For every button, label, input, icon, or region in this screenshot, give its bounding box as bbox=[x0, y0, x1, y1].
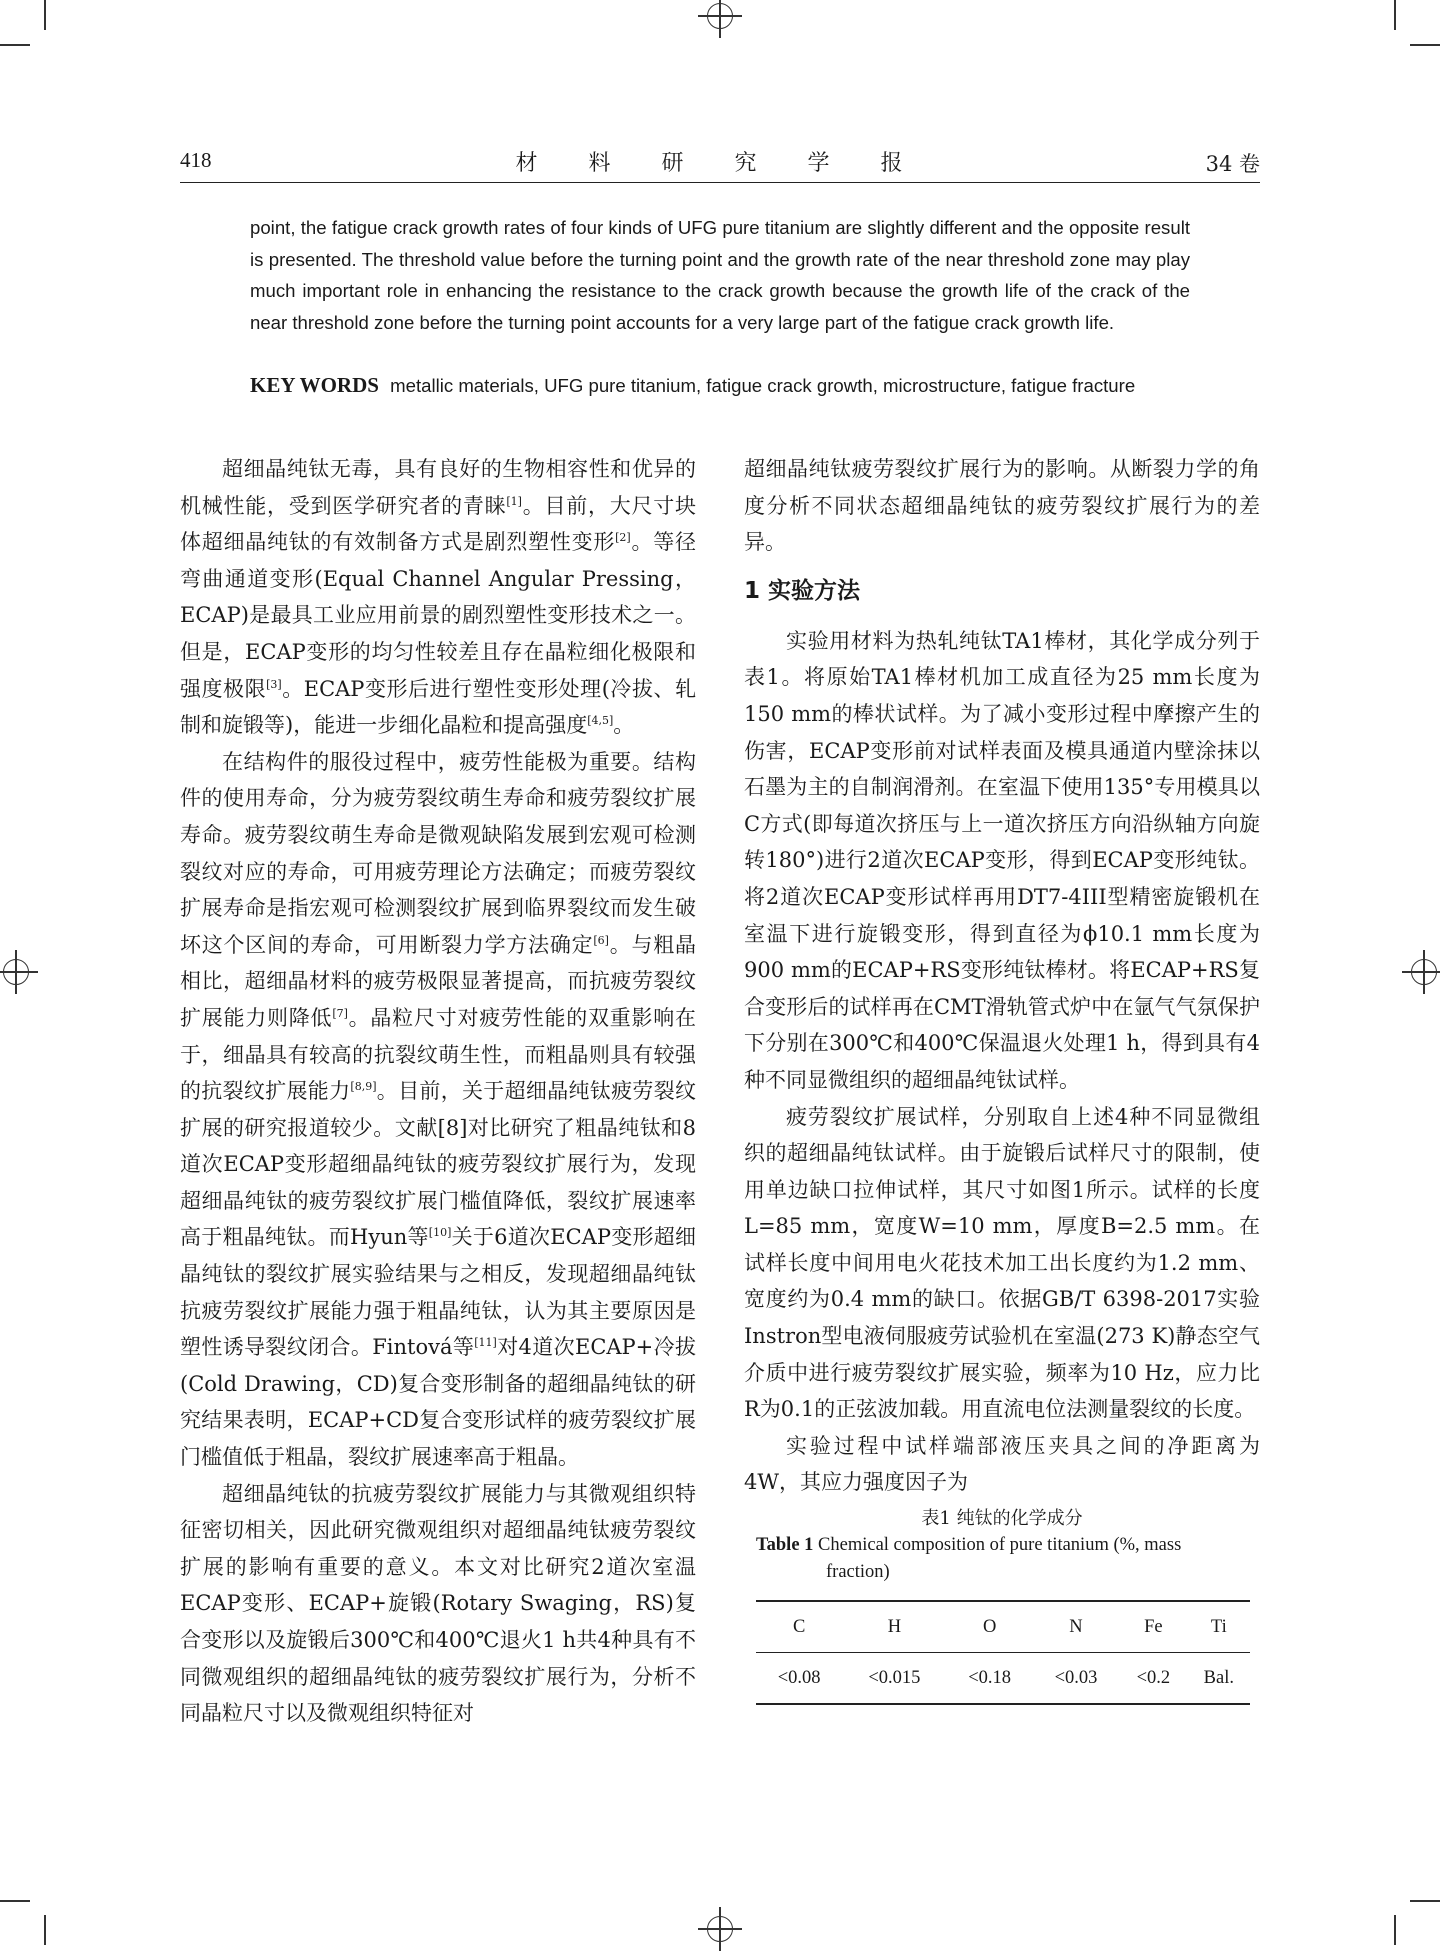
citation: [6] bbox=[593, 933, 609, 947]
keywords-label: KEY WORDS bbox=[250, 373, 379, 397]
citation: [11] bbox=[474, 1336, 497, 1350]
citation: [8,9] bbox=[350, 1080, 377, 1094]
text-run: 。等径弯曲通道变形(Equal Channel Angular Pressing，ECAP)是最具工业应用前景的剧烈塑性变形技术之一。但是，ECAP变形的均匀性较差且存在晶粒细化极限和强度极限 bbox=[180, 530, 697, 701]
table-cell: <0.18 bbox=[968, 1667, 1012, 1688]
page-header bbox=[180, 142, 1260, 183]
page-number: 418 bbox=[180, 148, 212, 172]
right-column bbox=[744, 451, 1260, 1705]
table-caption-text-2: fraction) bbox=[826, 1562, 890, 1583]
crosshair-top-icon bbox=[698, 0, 742, 38]
citation: [4,5] bbox=[587, 714, 614, 728]
left-column bbox=[180, 451, 696, 1732]
text-run: 关于6道次ECAP变形超细晶纯钛的裂纹扩展实验结果与之相反，发现超细晶纯钛抗疲劳裂纹扩展能力强于粗晶纯钛，认为其主要原因是塑性诱导裂纹闭合。Fintová等 bbox=[180, 1225, 696, 1360]
paragraph bbox=[744, 623, 1260, 1099]
table-caption-en bbox=[744, 1532, 1260, 1586]
table-header-cell: Ti bbox=[1210, 1616, 1227, 1637]
composition-table bbox=[756, 1600, 1250, 1705]
text-run: 实验用材料为热轧纯钛TA1棒材，其化学成分列于表1。将原始TA1棒材机加工成直径为25 mm长度为150 mm的棒状试样。为了减小变形过程中摩擦产生的伤害，ECAP变形前对试样表面及模具通道内壁涂抹以石墨为主的自制润滑剂。在室温下使用135°专用模具以C方式(即每道次挤压与上一道次挤压方向沿纵轴方向旋转180°)进行2道次ECAP变形，得到ECAP变形纯钛。将2道次ECAP变形试样再用DT7-4III型精密旋锻机在室温下进行旋锻变形，得到直径为ϕ10.1 mm长度为900 mm的ECAP+RS变形纯钛棒材。将ECAP+RS复合变形后的试样再在CMT滑轨管式炉中在氩气气氛保护下分别在300℃和400℃保温退火处理1 h，得到具有4种不同显微组织的超细晶纯钛试样。 bbox=[744, 628, 1260, 1092]
crosshair-left-icon bbox=[0, 950, 38, 994]
paragraph bbox=[180, 744, 696, 1476]
keywords bbox=[250, 372, 1190, 399]
citation: [2] bbox=[615, 531, 631, 545]
table-caption-zh: 表1 纯钛的化学成分 bbox=[921, 1508, 1083, 1530]
keywords-text: metallic materials, UFG pure titanium, fatigue crack growth, microstructure, fatigue fracture bbox=[390, 375, 1136, 396]
paragraph bbox=[180, 451, 696, 744]
table-1 bbox=[744, 1505, 1260, 1705]
table-cell: Bal. bbox=[1203, 1667, 1234, 1688]
text-run: 对4道次ECAP+冷拔(Cold Drawing，CD)复合变形制备的超细晶纯钛的研究结果表明，ECAP+CD复合变形试样的疲劳裂纹扩展门槛值低于粗晶，裂纹扩展速率高于粗晶。 bbox=[180, 1335, 696, 1470]
text-run: 超细晶纯钛疲劳裂纹扩展行为的影响。从断裂力学的角度分析不同状态超细晶纯钛的疲劳裂纹扩展行为的差异。 bbox=[744, 457, 1260, 555]
citation: [7] bbox=[332, 1006, 348, 1020]
citation: [10] bbox=[428, 1226, 452, 1240]
text-run: 超细晶纯钛的抗疲劳裂纹扩展能力与其微观组织特征密切相关，因此研究微观组织对超细晶纯钛疲劳裂纹扩展的影响有重要的意义。本文对比研究2道次室温ECAP变形、ECAP+旋锻(Rotary Swaging，RS)复合变形以及旋锻后300℃和400℃退火1 h共4种具有不同微观组织的超细晶纯钛的疲劳裂纹扩展行为，分析不同晶粒尺寸以及微观组织特征对 bbox=[180, 1481, 696, 1726]
citation: [3] bbox=[266, 677, 282, 691]
table-header-cell: Fe bbox=[1144, 1616, 1163, 1637]
table-cell: <0.03 bbox=[1054, 1667, 1098, 1688]
text-run: 。目前，大尺寸块体超细晶纯钛的有效制备方式是剧烈塑性变形 bbox=[180, 493, 697, 555]
table-cell: <0.2 bbox=[1136, 1667, 1171, 1688]
paragraph bbox=[180, 1476, 696, 1732]
table-caption-label: Table 1 bbox=[756, 1535, 814, 1556]
crosshair-right-icon bbox=[1402, 950, 1440, 994]
table-cell: <0.08 bbox=[777, 1667, 821, 1688]
text-run: 。目前，关于超细晶纯钛疲劳裂纹扩展的研究报道较少。文献[8]对比研究了粗晶纯钛和8道次ECAP变形超细晶纯钛的疲劳裂纹扩展行为，发现超细晶纯钛的疲劳裂纹扩展门槛值降低，裂纹扩展速率高于粗晶纯钛。而Hyun等 bbox=[180, 1079, 697, 1250]
table-cell: <0.015 bbox=[868, 1667, 921, 1688]
table-row bbox=[756, 1653, 1250, 1705]
text-run: 超细晶纯钛无毒，具有良好的生物相容性和优异的机械性能，受到医学研究者的青睐 bbox=[180, 457, 696, 518]
volume-label: 34 卷 bbox=[1205, 152, 1260, 176]
paragraph bbox=[744, 1099, 1260, 1428]
citation: [1] bbox=[506, 494, 522, 508]
text-run: 。晶粒尺寸对疲劳性能的双重影响在于，细晶具有较高的抗裂纹萌生性，而粗晶则具有较强的抗裂纹扩展能力 bbox=[180, 1005, 697, 1104]
paragraph bbox=[744, 1428, 1260, 1501]
table-header-row bbox=[756, 1601, 1250, 1653]
text-run: 。与粗晶相比，超细晶材料的疲劳极限显著提高，而抗疲劳裂纹扩展能力则降低 bbox=[180, 932, 697, 1030]
table-header-cell: N bbox=[1069, 1616, 1083, 1637]
paragraph bbox=[744, 451, 1260, 561]
text-run: 。ECAP变形后进行塑性变形处理(冷拔、轧制和旋锻等)，能进一步细化晶粒和提高强度 bbox=[180, 676, 696, 738]
section-heading: 1 实验方法 bbox=[744, 577, 861, 604]
abstract-continuation: point, the fatigue crack growth rates of four kinds of UFG pure titanium are slightly different and the opposite result is presented. The threshold value before the turning point and the growth rate of the near threshold zone may play much important role in enhancing the resistance to the crack growth because the growth life of the crack of the near threshold zone before the turning point accounts for a very large part of the fatigue crack growth life. bbox=[250, 217, 1190, 333]
table-header-cell: O bbox=[982, 1616, 997, 1637]
table-caption-text: Chemical composition of pure titanium (%, mass bbox=[818, 1535, 1182, 1556]
text-run: 。 bbox=[613, 713, 635, 738]
table-header-cell: H bbox=[887, 1616, 902, 1637]
text-run: 在结构件的服役过程中，疲劳性能极为重要。结构件的使用寿命，分为疲劳裂纹萌生寿命和疲劳裂纹扩展寿命。疲劳裂纹萌生寿命是微观缺陷发展到宏观可检测裂纹对应的寿命，可用疲劳理论方法确定；而疲劳裂纹扩展寿命是指宏观可检测裂纹扩展到临界裂纹而发生破坏这个区间的寿命，可用断裂力学方法确定 bbox=[180, 749, 696, 957]
table-header-cell: C bbox=[792, 1616, 806, 1637]
crosshair-bottom-icon bbox=[698, 1907, 742, 1951]
text-run: 疲劳裂纹扩展试样，分别取自上述4种不同显微组织的超细晶纯钛试样。由于旋锻后试样尺寸的限制，使用单边缺口拉伸试样，其尺寸如图1所示。试样的长度L=85 mm，宽度W=10 mm，厚度B=2.5 mm。在试样长度中间用电火花技术加工出长度约为1.2 mm、宽度约为0.4 mm的缺口。依据GB/T 6398-2017实验Instron型电液伺服疲劳试验机在室温(273 K)静态空气介质中进行疲劳裂纹扩展实验，频率为10 Hz，应力比R为0.1的正弦波加载。用直流电位法测量裂纹的长度。 bbox=[744, 1104, 1260, 1422]
journal-title: 材 料 研 究 学 报 bbox=[515, 151, 925, 176]
text-run: 实验过程中试样端部液压夹具之间的净距离为4W，其应力强度因子为 bbox=[744, 1433, 1260, 1495]
